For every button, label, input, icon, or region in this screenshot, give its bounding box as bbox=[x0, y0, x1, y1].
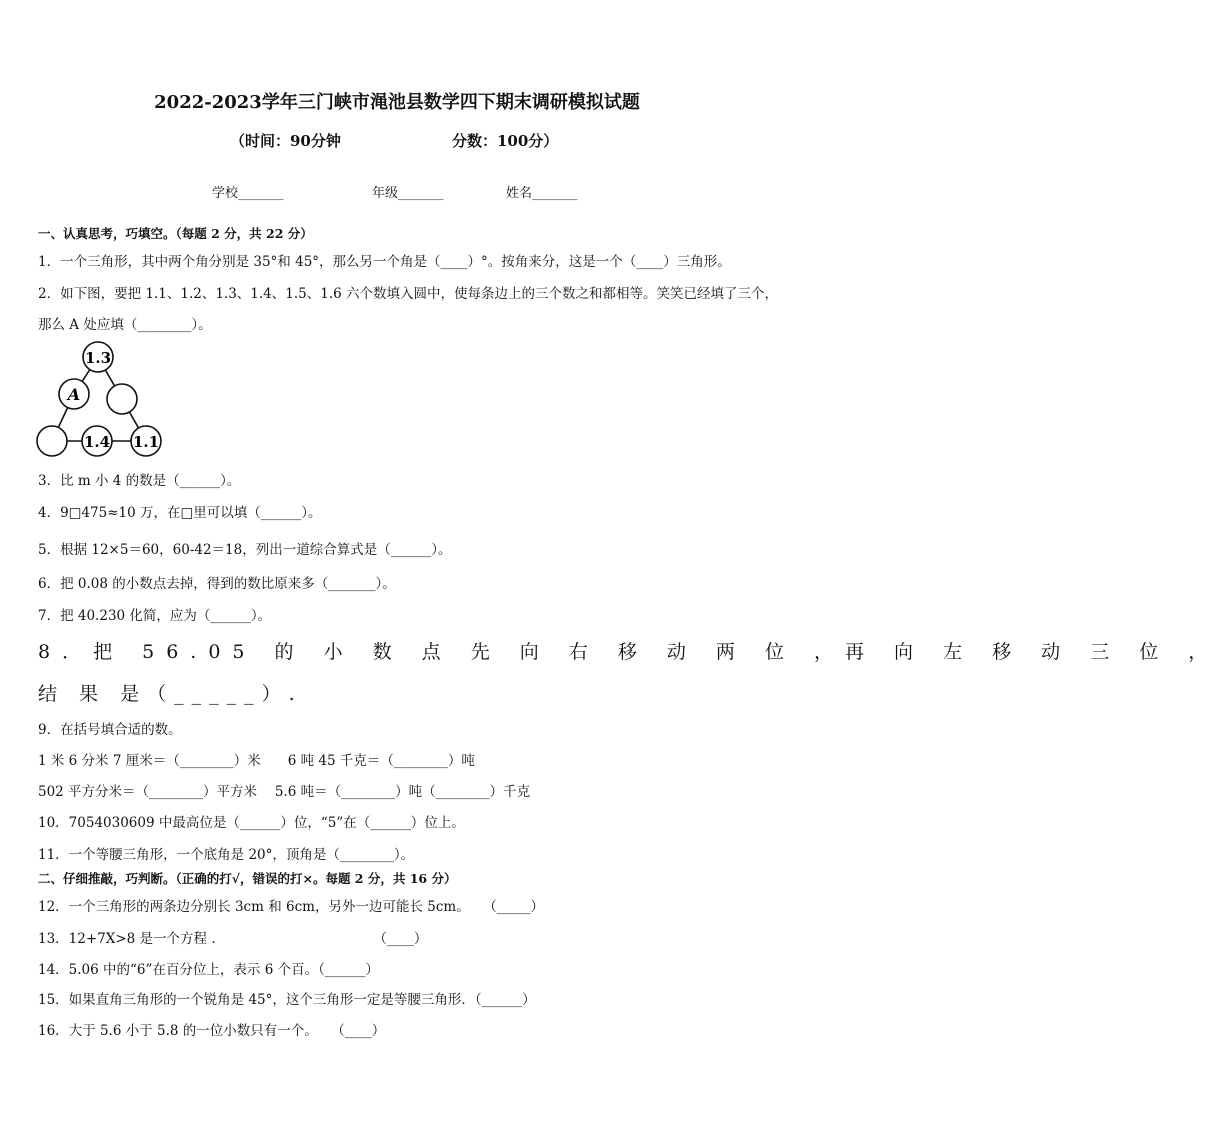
question-9-part-b: 502 平方分米＝（________）平方米 5.6 吨＝（________）吨（________）千克 bbox=[38, 784, 531, 800]
diagram-label-a: A bbox=[67, 385, 81, 404]
question-2-line-1: 2．如下图，要把 1.1、1.2、1.3、1.4、1.5、1.6 六个数填入圆中，使每条边上的三个数之和都相等。笑笑已经填了三个， bbox=[38, 286, 778, 302]
question-5: 5．根据 12×5＝60，60-42＝18，列出一道综合算式是（______）。 bbox=[38, 542, 452, 558]
question-2-line-2: 那么 A 处应填（________）。 bbox=[38, 317, 212, 333]
diagram-label-bottom-right: 1.1 bbox=[132, 433, 160, 451]
section-1-heading: 一、认真思考，巧填空。（每题 2 分，共 22 分） bbox=[38, 226, 313, 241]
question-10: 10．7054030609 中最高位是（______）位，“5”在（______）位上。 bbox=[38, 815, 465, 831]
question-8-line-1: 8．把 56.05 的 小 数 点 先 向 右 移 动 两 位 ，再 向 左 移 动 三 位 ， bbox=[38, 641, 1219, 663]
question-14: 14．5.06 中的“6”在百分位上，表示 6 个百。（______） bbox=[38, 962, 379, 978]
name-field: 姓名_______ bbox=[506, 186, 578, 201]
exam-score: 分数：100分） bbox=[452, 132, 559, 150]
question-9-part-a: 1 米 6 分米 7 厘米＝（________）米 6 吨 45 千克＝（________）吨 bbox=[38, 753, 475, 769]
diagram-label-top: 1.3 bbox=[84, 349, 112, 367]
question-13: 13．12+7X>8 是一个方程 ． （____） bbox=[38, 931, 428, 947]
question-3: 3．比 m 小 4 的数是（______）。 bbox=[38, 473, 241, 489]
question-9: 9．在括号填合适的数。 bbox=[38, 722, 182, 738]
question-8-line-2: 结 果 是（_____）. bbox=[38, 683, 303, 705]
exam-time: （时间：90分钟 bbox=[230, 132, 341, 150]
school-field: 学校_______ bbox=[212, 186, 284, 201]
diagram-circle-right-mid bbox=[107, 384, 137, 414]
question-7: 7．把 40.230 化简，应为（______）。 bbox=[38, 608, 272, 624]
question-16: 16．大于 5.6 小于 5.8 的一位小数只有一个。 （____） bbox=[38, 1023, 386, 1039]
circle-triangle-diagram bbox=[36, 338, 166, 460]
grade-field: 年级_______ bbox=[372, 186, 444, 201]
question-6: 6．把 0.08 的小数点去掉，得到的数比原来多（_______）。 bbox=[38, 576, 396, 592]
diagram-circle-bottom-left bbox=[37, 426, 67, 456]
page-title: 2022-2023学年三门峡市渑池县数学四下期末调研模拟试题 bbox=[154, 92, 640, 113]
question-4: 4．9□475≈10 万，在□里可以填（______）。 bbox=[38, 505, 322, 521]
diagram-label-bottom-mid: 1.4 bbox=[83, 433, 111, 451]
question-1: 1．一个三角形，其中两个角分别是 35°和 45°，那么另一个角是（____）°。按角来分，这是一个（____）三角形。 bbox=[38, 254, 731, 270]
question-11: 11．一个等腰三角形，一个底角是 20°，顶角是（________）。 bbox=[38, 847, 415, 863]
question-15: 15．如果直角三角形的一个锐角是 45°，这个三角形一定是等腰三角形．（______） bbox=[38, 992, 536, 1008]
section-2-heading: 二、仔细推敲，巧判断。（正确的打√，错误的打×。每题 2 分，共 16 分） bbox=[38, 871, 457, 886]
question-12: 12．一个三角形的两条边分别长 3cm 和 6cm，另外一边可能长 5cm。 （_____） bbox=[38, 899, 544, 915]
